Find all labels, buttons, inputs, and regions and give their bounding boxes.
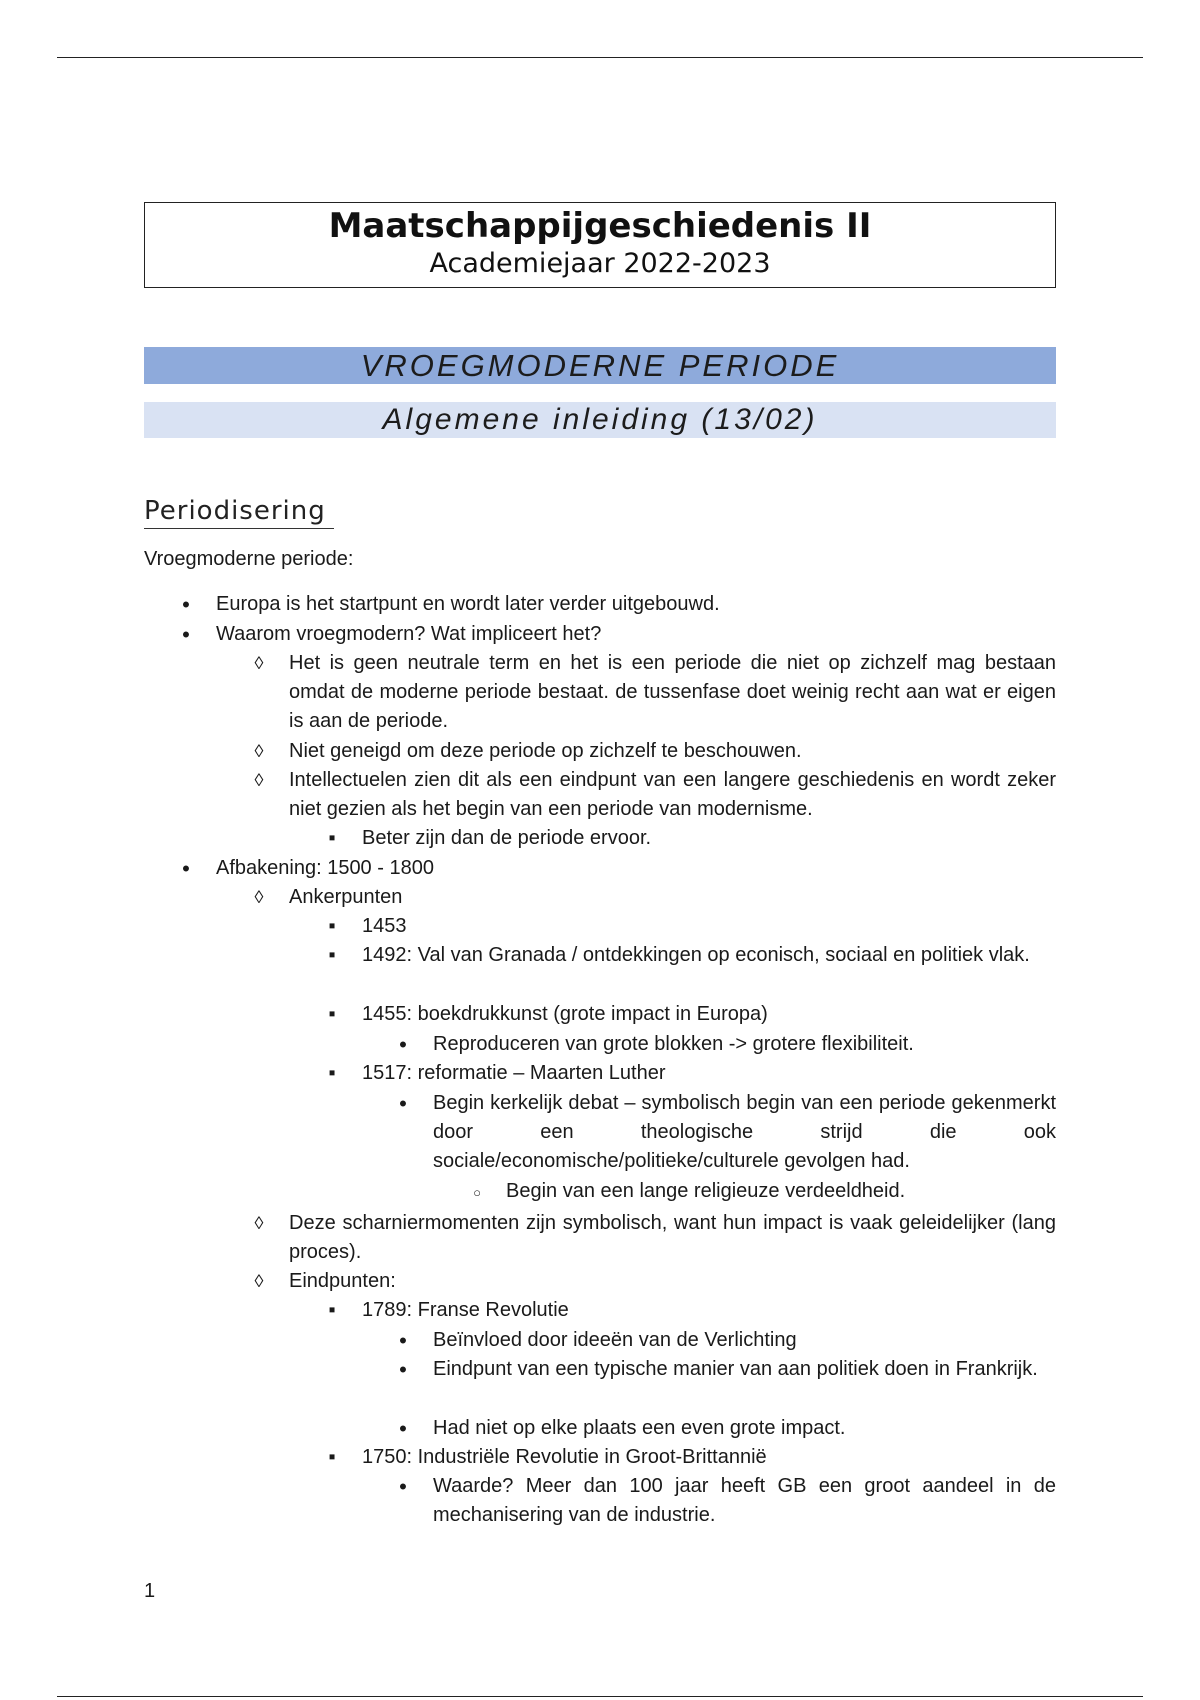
diamond-marker bbox=[247, 1209, 271, 1238]
list-item: • Waarom vroegmodern? Wat impliceert het? bbox=[216, 620, 1056, 649]
list-item: ▪ Beter zijn dan de periode ervoor. bbox=[362, 824, 1056, 853]
bullet-marker bbox=[391, 1355, 415, 1386]
diamond-marker bbox=[247, 737, 271, 766]
circle-marker bbox=[465, 1177, 489, 1207]
intro-text: Vroegmoderne periode: bbox=[144, 548, 354, 570]
bullet-marker bbox=[174, 620, 198, 651]
header-rule bbox=[57, 57, 1143, 58]
list-item: ◊ Ankerpunten bbox=[289, 883, 1056, 912]
list-item: • Afbakening: 1500 - 1800 bbox=[216, 854, 1056, 883]
square-marker bbox=[320, 941, 344, 970]
list-item: ▪ 1750: Industriële Revolutie in Groot-Brittannië bbox=[362, 1443, 1056, 1472]
list-item: ◊ Niet geneigd om deze periode op zichzelf te beschouwen. bbox=[289, 737, 1056, 766]
bullet-marker bbox=[391, 1326, 415, 1357]
diamond-marker bbox=[247, 1267, 271, 1296]
square-marker bbox=[320, 1000, 344, 1029]
bullet-marker bbox=[174, 854, 198, 885]
footer-rule bbox=[57, 1696, 1143, 1697]
list-item: • Begin kerkelijk debat – symbolisch begin van een periode gekenmerkt door een theologische strijd die ook sociale/economische/politieke/culturele gevolgen had. bbox=[433, 1089, 1056, 1176]
square-marker bbox=[320, 912, 344, 941]
list-item: ▪ 1517: reformatie – Maarten Luther bbox=[362, 1059, 1056, 1088]
bullet-marker bbox=[174, 590, 198, 621]
section-band: VROEGMODERNE PERIODE bbox=[144, 347, 1056, 384]
bullet-marker bbox=[391, 1472, 415, 1503]
square-marker bbox=[320, 824, 344, 853]
bullet-marker bbox=[391, 1089, 415, 1120]
section-heading: Periodisering bbox=[144, 494, 334, 529]
lecture-band: Algemene inleiding (13/02) bbox=[144, 402, 1056, 438]
diamond-marker bbox=[247, 766, 271, 795]
document-title: Maatschappijgeschiedenis II bbox=[328, 206, 872, 246]
bullet-marker bbox=[391, 1030, 415, 1061]
list-item: • Europa is het startpunt en wordt later verder uitgebouwd. bbox=[216, 590, 1056, 619]
title-box bbox=[144, 202, 1056, 288]
list-item: ▪ 1789: Franse Revolutie bbox=[362, 1296, 1056, 1325]
list-item: ▪ 1453 bbox=[362, 912, 1056, 941]
diamond-marker bbox=[247, 649, 271, 678]
list-item: • Had niet op elke plaats een even grote impact. bbox=[433, 1414, 1056, 1443]
list-item: • Waarde? Meer dan 100 jaar heeft GB een groot aandeel in de mechanisering van de industrie. bbox=[433, 1472, 1056, 1530]
list-item: • Reproduceren van grote blokken -> grotere flexibiliteit. bbox=[433, 1030, 1056, 1059]
list-item: ◊ Deze scharniermomenten zijn symbolisch, want hun impact is vaak geleidelijker (lang proces). bbox=[289, 1209, 1056, 1267]
list-item: • Eindpunt van een typische manier van aan politiek doen in Frankrijk. bbox=[433, 1355, 1056, 1384]
list-item: ▪ 1455: boekdrukkunst (grote impact in Europa) bbox=[362, 1000, 1056, 1029]
diamond-marker bbox=[247, 883, 271, 912]
square-marker bbox=[320, 1296, 344, 1325]
list-item: • Beïnvloed door ideeën van de Verlichting bbox=[433, 1326, 1056, 1355]
list-item: ▪ 1492: Val van Granada / ontdekkingen op econisch, sociaal en politiek vlak. bbox=[362, 941, 1056, 970]
list-item: ◊ Eindpunten: bbox=[289, 1267, 1056, 1296]
list-item: ○ Begin van een lange religieuze verdeeldheid. bbox=[506, 1177, 1056, 1206]
page-number: 1 bbox=[144, 1580, 156, 1602]
list-item: ◊ Intellectuelen zien dit als een eindpunt van een langere geschiedenis en wordt zeker niet gezien als het begin van een periode van modernisme. bbox=[289, 766, 1056, 824]
square-marker bbox=[320, 1059, 344, 1088]
academic-year: Academiejaar 2022-2023 bbox=[429, 248, 771, 279]
list-item: ◊ Het is geen neutrale term en het is een periode die niet op zichzelf mag bestaan omdat de moderne periode bestaat. de tussenfase doet weinig recht aan wat er eigen is aan de periode. bbox=[289, 649, 1056, 736]
square-marker bbox=[320, 1443, 344, 1472]
bullet-marker bbox=[391, 1414, 415, 1445]
